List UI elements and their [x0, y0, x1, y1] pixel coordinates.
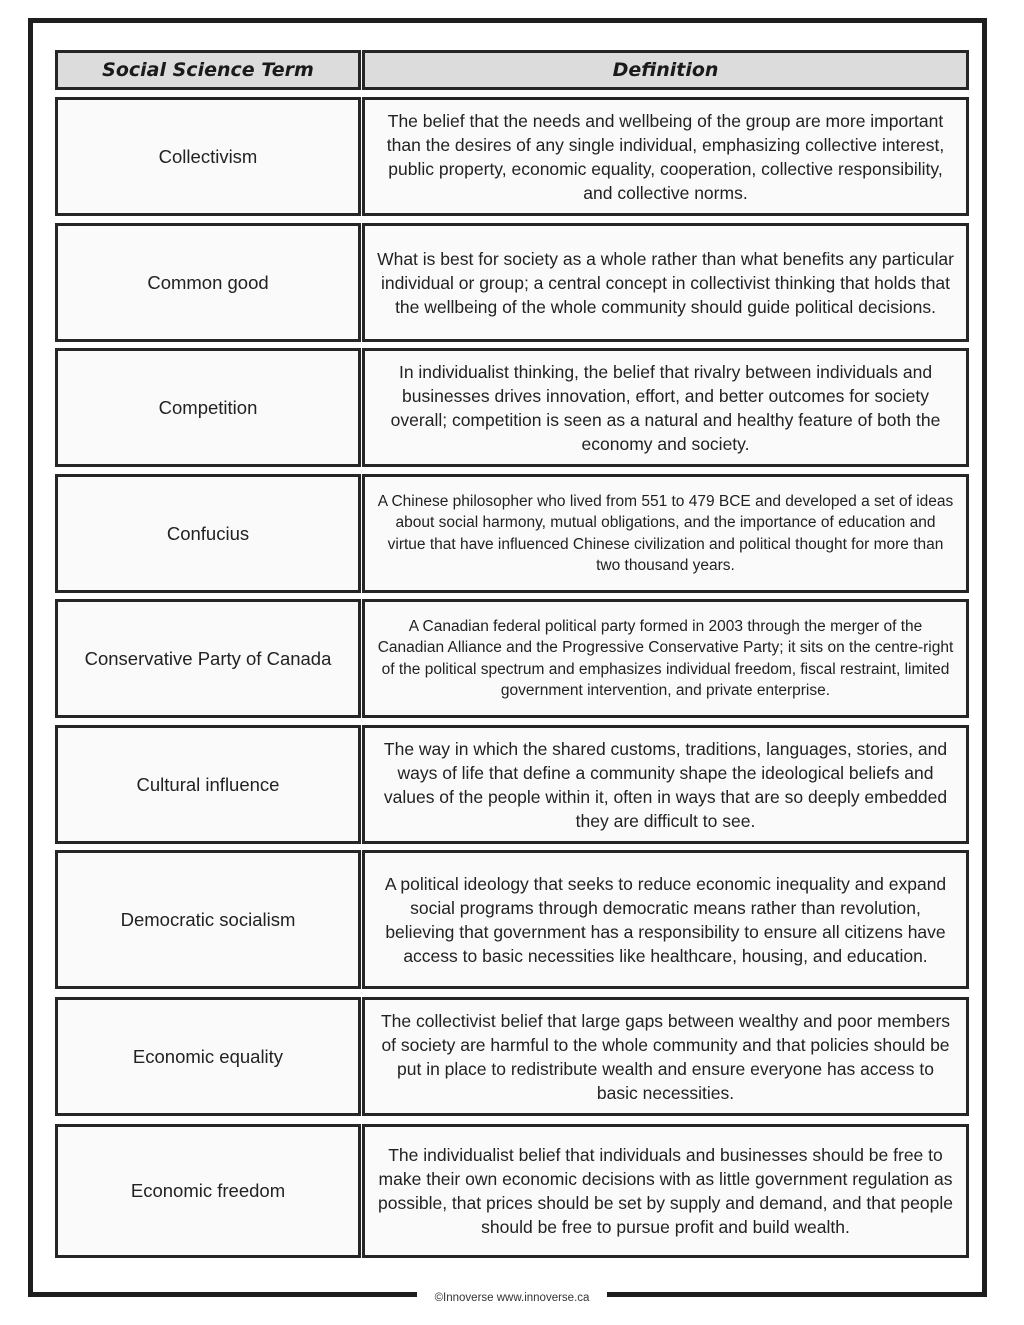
column-header-term-label: Social Science Term: [102, 59, 314, 81]
term-text: Economic equality: [132, 1045, 284, 1067]
definition-cell: [362, 850, 969, 989]
definition-text: The belief that the needs and wellbeing of the group are more important than the desires of any single individual, emphasizing collective interest, public property, economic equality, cooperation, collective responsibility, and collective norms.: [386, 110, 945, 203]
definition-cell: [362, 97, 969, 216]
definition-text: The individualist belief that individuals and businesses should be free to make their own economic decisions with as little government regulation as possible, that prices should be set by supply and demand, and that people should be free to pursue profit and build wealth.: [378, 1145, 953, 1237]
column-header-term: [55, 50, 361, 90]
definition-cell: [362, 599, 969, 718]
definition-cell: [362, 474, 969, 593]
term-cell: [55, 97, 361, 216]
term-cell: [55, 1124, 361, 1258]
column-header-definition-label: Definition: [612, 59, 719, 81]
term-cell: [55, 599, 361, 718]
term-text: Confucius: [166, 522, 250, 544]
definition-text: The collectivist belief that large gaps between wealthy and poor members of society are harmful to the whole community and that policies should be put in place to redistribute wealth and ensure everyone has access to basic necessities.: [380, 1010, 951, 1103]
footer-credit: [417, 1287, 607, 1309]
definition-text: In individualist thinking, the belief that rivalry between individuals and businesses drives innovation, effort, and better outcomes for society overall; competition is seen as a natural and healthy feature of both the economy and society.: [390, 361, 941, 454]
definition-cell: [362, 348, 969, 467]
term-cell: [55, 348, 361, 467]
term-text: Common good: [147, 271, 269, 293]
term-text: Economic freedom: [130, 1180, 286, 1201]
column-header-definition: [362, 50, 969, 90]
term-cell: [55, 725, 361, 844]
term-text: Cultural influence: [136, 773, 280, 795]
definition-text: A Chinese philosopher who lived from 551 to 479 BCE and developed a set of ideas about social harmony, mutual obligations, and the importance of education and virtue that have influenced Chinese civilization and political thought for more than two thousand years.: [377, 492, 954, 574]
footer-credit-text: ©Innoverse www.innoverse.ca: [434, 1292, 590, 1304]
term-text: Conservative Party of Canada: [84, 647, 332, 669]
term-text: Collectivism: [158, 145, 258, 167]
term-cell: [55, 474, 361, 593]
definition-text: A political ideology that seeks to reduce economic inequality and expand social programs through democratic means rather than revolution, believing that government has a responsibility to ensure all citizens have access to basic necessities like healthcare, housing, and education.: [384, 873, 947, 966]
definition-cell: [362, 223, 969, 342]
term-text: Democratic socialism: [120, 908, 296, 930]
term-cell: [55, 223, 361, 342]
term-text: Competition: [158, 396, 258, 418]
definition-cell: [362, 997, 969, 1116]
definition-text: The way in which the shared customs, traditions, languages, stories, and ways of life that define a community shape the ideological beliefs and values of the people within it, often in ways that are so deeply embedded they are difficult to see.: [383, 738, 948, 831]
definition-text: A Canadian federal political party formed in 2003 through the merger of the Canadian Alliance and the Progressive Conservative Party; it sits on the centre-right of the political spectrum and emphasizes individual freedom, fiscal restraint, limited government intervention, and private enterprise.: [377, 617, 954, 699]
definition-cell: [362, 1124, 969, 1258]
term-cell: [55, 997, 361, 1116]
definition-text: What is best for society as a whole rather than what benefits any particular individual or group; a central concept in collectivist thinking that holds that the wellbeing of the whole community should guide political decisions.: [377, 248, 954, 317]
definition-cell: [362, 725, 969, 844]
term-cell: [55, 850, 361, 989]
